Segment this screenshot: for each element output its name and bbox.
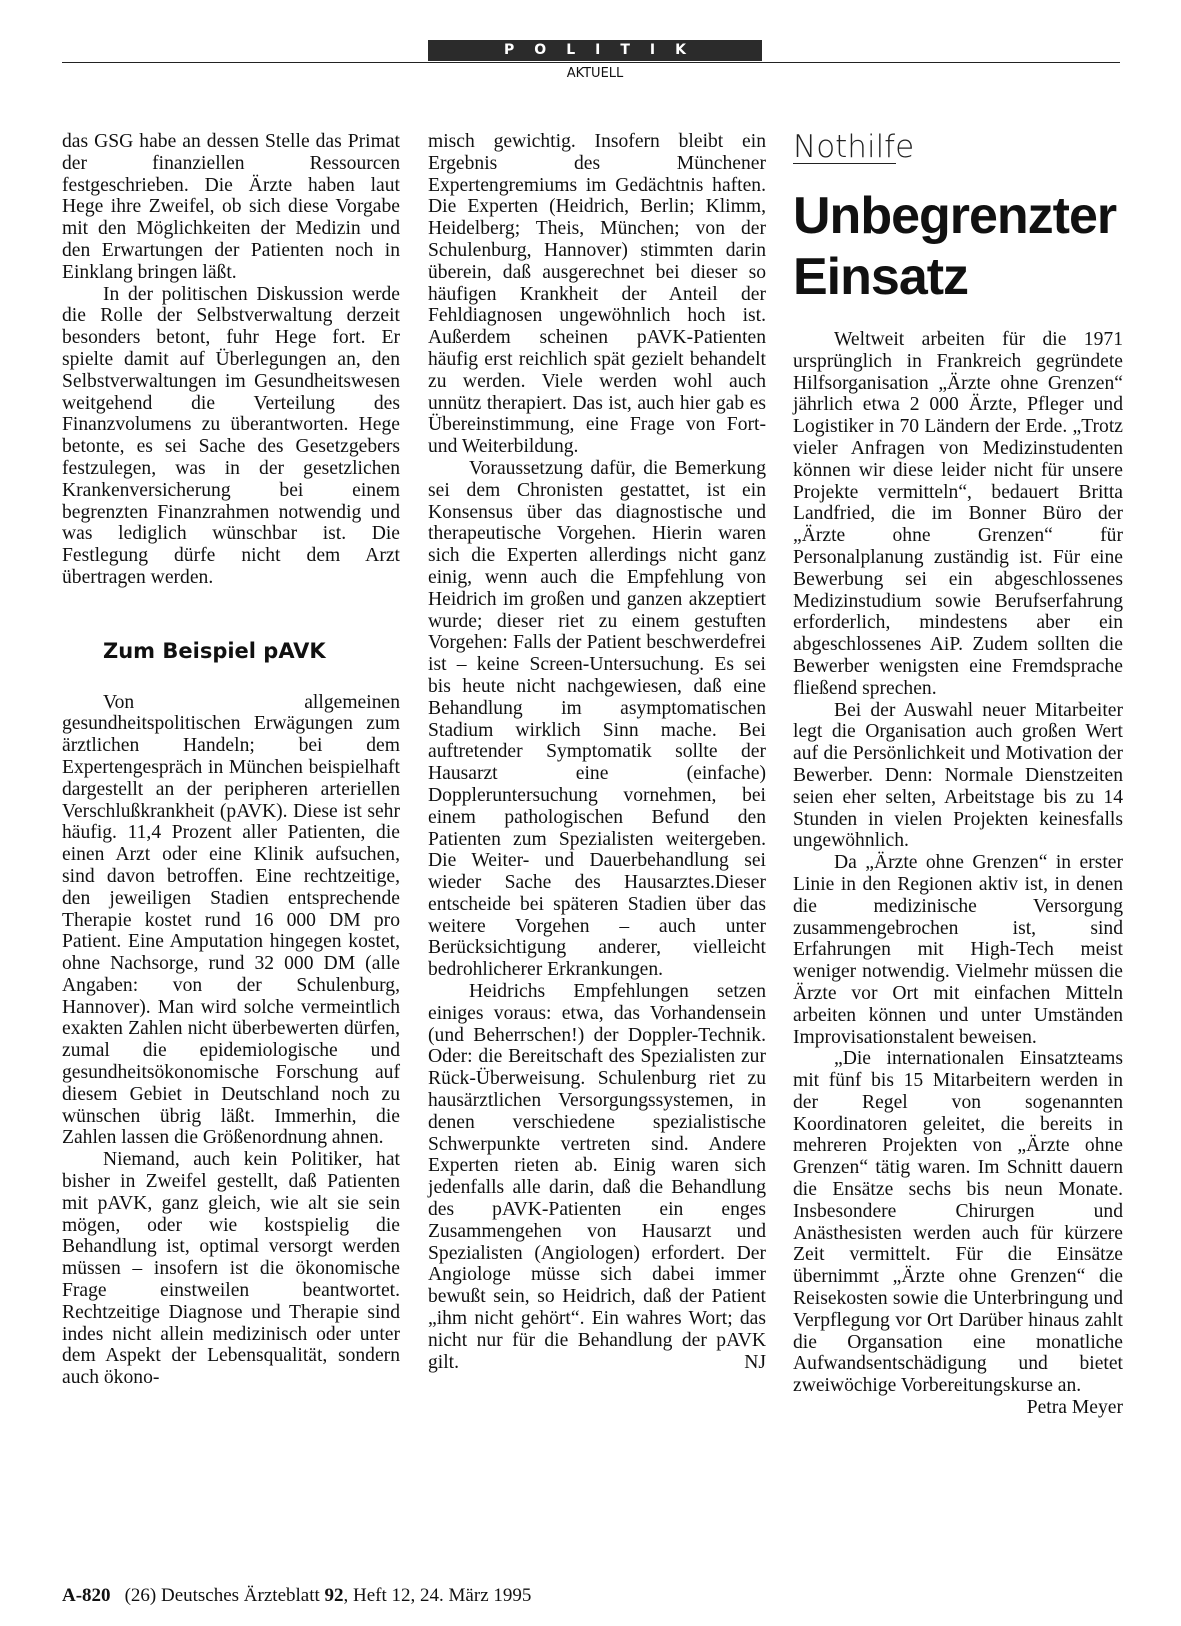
article-kicker: Nothilfe [793, 129, 915, 165]
paragraph-text: Heidrichs Empfehlungen setzen einiges voraus: etwa, das Vorhandensein (und Beherrschen!) der Doppler-Technik. Oder: die Bereitschaft des Spezialisten zur Rück-Überweisung. Schulenburg riet zu hausärztlichen Versorgungssystemen, in denen verschiedene spezialistische Schwerpunkte vertreten sind. Andere Experten rieten ab. Einig waren sich jedenfalls alle darin, daß die Behandlung des pAVK-Patienten ein enges Zusammengehen von Hausarzt und Spezialisten (Angiologen) erfordert. Der Angiologe müsse sich dabei immer bewußt sein, so Heidrich, daß der Patient „ihm nicht gehört“. Ein wahres Wort; das nicht nur für die Behandlung der pAVK gilt. [428, 981, 766, 1373]
paragraph-text: „Die internationalen Einsatzteams mit fünf bis 15 Mitarbeitern werden in der Regel von sogenannten Koordinatoren geleitet, die bereits in mehreren Projekten von „Ärzte ohne Grenzen“ tätig waren. Im Schnitt dauern die Ensätze sechs bis neun Monate. Insbesondere Chirurgen und Anästhesisten werden auch für kürzere Zeit vermittelt. Für die Einsätze übernimmt „Ärzte ohne Grenzen“ die Reisekosten sowie die Unterbringung und Verpflegung vor Ort Darüber hinaus zahlt die Organsation eine monatliche Aufwandsentschädigung und bietet zweiwöchige Vorbereitungskurse an. [793, 1048, 1123, 1397]
page-number: A-820 [62, 1585, 111, 1606]
citation-text: (26) Deutsches Ärzteblatt [124, 1585, 325, 1606]
author-initials: NJ [744, 1351, 766, 1373]
subheading: Zum Beispiel pAVK [103, 638, 326, 663]
paragraph: Da „Ärzte ohne Grenzen“ in erster Linie in den Regionen aktiv ist, in denen die medizinische Versorgung zusammengebrochen ist, sind Erfahrungen mit High-Tech meist weniger notwendig. Vielmehr müssen die Ärzte vor Ort mit einfachen Mitteln arbeiten können und unter Umständen Improvisationstalent beweisen. [793, 852, 1123, 1048]
author-name: Petra Meyer [1026, 1397, 1123, 1419]
paragraph: Bei der Auswahl neuer Mitarbeiter legt die Organisation auch großen Wert auf die Persönlichkeit und Motivation der Bewerber. Denn: Normale Dienstzeiten seien eher selten, Arbeitstage bis zu 14 Stunden in vielen Projekten keinesfalls ungewöhnlich. [793, 699, 1123, 852]
citation-issue: , Heft 12, 24. März 1995 [343, 1585, 532, 1606]
header-rule [62, 62, 1120, 63]
paragraph: das GSG habe an dessen Stelle das Primat der finanziellen Ressourcen festgeschrieben. Die Ärzte haben laut Hege ihre Zweifel, ob sich diese Vorgabe mit den Möglichkeiten der Medizin und den Erwartungen der Patienten noch in Einklang bringen läßt. [62, 131, 400, 283]
volume-number: 92 [324, 1585, 344, 1606]
column-2 [428, 131, 766, 1373]
headline-line-2: Einsatz [793, 248, 969, 306]
column-3 [793, 329, 1123, 1419]
paragraph: Niemand, auch kein Politiker, hat bisher in Zweifel gestellt, daß Patienten mit pAVK, ganz gleich, wie alt sie sein mögen, oder wie kostspielig die Behandlung ist, optimal versorgt werden müssen – insofern ist die ökonomische Frage einstweilen beantwortet. Rechtzeitige Diagnose und Therapie sind indes nicht allein medizinisch oder unter dem Aspekt der Lebensqualität, sondern auch ökono- [62, 1149, 400, 1389]
kicker-rule [793, 163, 896, 164]
paragraph: Voraussetzung dafür, die Bemerkung sei dem Chronisten gestattet, ist ein Konsensus über das diagnostische und therapeutische Vorgehen. Hierin waren sich die Experten allerdings nicht ganz einig, wenn auch die Empfehlung von Heidrich im großen und ganzen akzeptiert wurde; dieser riet zu einem gestuften Vorgehen: Falls der Patient beschwerdefrei ist – keine Screen-Untersuchung. Es sei bis heute nicht nachgewiesen, daß eine Behandlung im asymptomatischen Stadium wirklich Sinn mache. Bei auftretender Symptomatik sollte der Hausarzt eine (einfache) Doppleruntersuchung vornehmen, bei einem pathologischen Befund den Patienten zum Spezialisten weitergeben. Die Weiter- und Dauerbehandlung sei wieder Sache des Hausarztes.Dieser entscheide bei späteren Stadien über das weitere Vorgehen – auch unter Berücksichtigung anderer, vielleicht bedrohlicherer Erkrankungen. [428, 457, 766, 981]
section-banner: POLITIK [428, 40, 762, 61]
paragraph: Von allgemeinen gesundheitspolitischen Erwägungen zum ärztlichen Handeln; bei dem Expertengespräch in München beispielhaft dargestellt an der peripheren arteriellen Verschlußkrankheit (pAVK). Diese ist sehr häufig. 11,4 Prozent aller Patienten, die einen Arzt oder eine Klinik aufsuchen, sind davon betroffen. Eine rechtzeitige, den jeweiligen Stadien entsprechende Therapie kostet rund 16 000 DM pro Patient. Eine Amputation hingegen kostet, ohne Nachsorge, rund 32 000 DM (alle Angaben: von der Schulenburg, Hannover). Man wird solche vermeintlich exakten Zahlen nicht überbewerten dürfen, zumal die epidemiologische und gesundheitsökonomische Forschung auf diesem Gebiet in Deutschland noch zu wünschen übrig läßt. Immerhin, die Zahlen lassen die Größenordnung ahnen. [62, 691, 400, 1149]
paragraph [428, 981, 766, 1373]
page-footer [62, 1585, 531, 1607]
headline-line-1: Unbegrenzter [793, 187, 1117, 245]
paragraph: Weltweit arbeiten für die 1971 ursprünglich in Frankreich gegründete Hilfsorganisation „Ärzte ohne Grenzen“ jährlich etwa 2 000 Ärzte, Pfleger und Logistiker in 70 Ländern der Erde. „Trotz vieler Anfragen von Medizinstudenten können wir diese leider nicht für unsere Projekte vermitteln“, bedauert Britta Landfried, die im Bonner Büro der „Ärzte ohne Grenzen“ für Personalplanung zuständig ist. Für eine Bewerbung sei ein abgeschlossenes Medizinstudium sowie Berufserfahrung erforderlich, mindestens aber ein abgeschlossenes AiP. Zudem sollten die Bewerber wenigsten eine Fremdsprache fließend sprechen. [793, 329, 1123, 699]
article-headline [793, 186, 1116, 308]
subsection-label: AKTUELL [566, 66, 624, 81]
column-1 [62, 131, 400, 1389]
paragraph: misch gewichtig. Insofern bleibt ein Ergebnis des Münchener Expertengremiums im Gedächtnis haften. Die Experten (Heidrich, Berlin; Klimm, Heidelberg; Theis, München; von der Schulenburg, Hannover) stimmten darin überein, daß ausgerechnet bei dieser so häufigen Krankheit der Anteil der Fehldiagnosen ungewöhnlich hoch ist. Außerdem scheinen pAVK-Patienten häufig erst reichlich spät gezielt behandelt zu werden. Viele werden wohl auch unnütz therapiert. Das ist, auch hier gab es Übereinstimmung, eine Frage von Fort- und Weiterbildung. [428, 131, 766, 458]
paragraph [793, 1048, 1123, 1419]
paragraph: In der politischen Diskussion werde die Rolle der Selbstverwaltung derzeit besonders betont, fuhr Hege fort. Er spielte damit auf Überlegungen an, den Selbstverwaltungen im Gesundheitswesen weitgehend die Verteilung des Finanzvolumens zu überantworten. Hege betonte, es sei Sache des Gesetzgebers festzulegen, was in der gesetzlichen Krankenversicherung bei einem begrenzten Finanzrahmen notwendig und was lediglich wünschbar ist. Die Festlegung dürfe nicht dem Arzt übertragen werden. [62, 283, 400, 588]
